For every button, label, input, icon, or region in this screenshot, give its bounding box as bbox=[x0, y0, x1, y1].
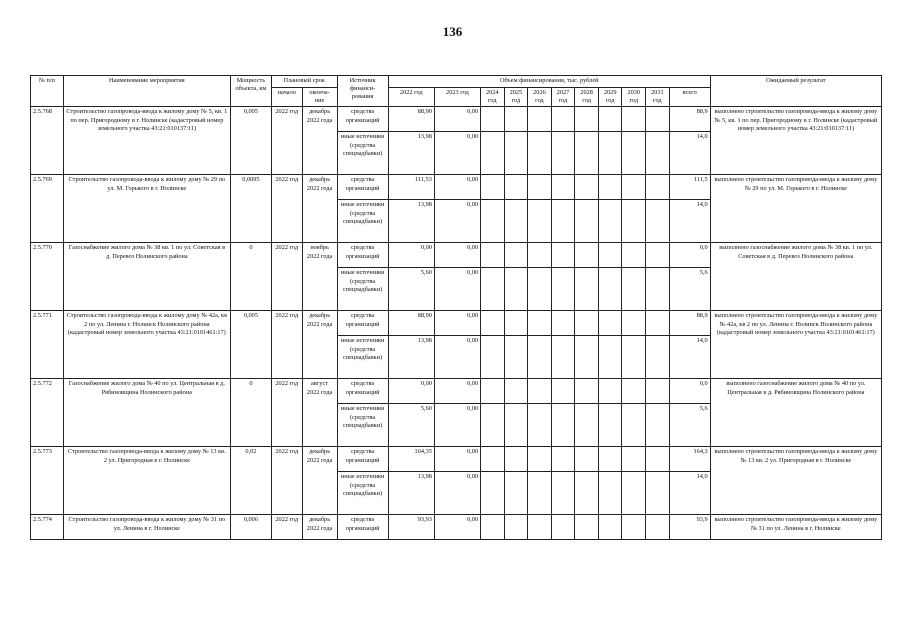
empty-cell bbox=[598, 175, 622, 200]
empty-cell bbox=[622, 268, 646, 311]
amount-2022: 13,98 bbox=[388, 200, 434, 243]
start-date: 2022 год bbox=[271, 515, 302, 540]
header-finance: Объем финансирования, тыс. рублей bbox=[388, 76, 710, 88]
capacity-value: 0,0095 bbox=[230, 175, 271, 243]
amount-2022: 111,53 bbox=[388, 175, 434, 200]
header-total: всего bbox=[669, 88, 710, 107]
measure-name: Газоснабжение жилого дома № 40 по ул. Центральная в д. Рябиновщина Нолинского района bbox=[63, 379, 230, 447]
amount-2023: 0,00 bbox=[434, 107, 480, 132]
empty-cell bbox=[575, 132, 599, 175]
empty-cell bbox=[646, 243, 670, 268]
measure-name: Строительство газопровода-ввода к жилому дому № 13 кв. 2 ул. Пригородная в г. Нолинске bbox=[63, 447, 230, 515]
empty-cell bbox=[504, 132, 528, 175]
empty-cell bbox=[504, 379, 528, 404]
empty-cell bbox=[646, 336, 670, 379]
amount-total: 93,9 bbox=[669, 515, 710, 540]
table-row bbox=[31, 311, 882, 336]
header-year: 2027 год bbox=[551, 88, 575, 107]
page-number: 136 bbox=[442, 24, 463, 39]
amount-2022: 0,00 bbox=[388, 243, 434, 268]
funding-source: средства организаций bbox=[337, 107, 388, 132]
empty-cell bbox=[598, 107, 622, 132]
empty-cell bbox=[622, 515, 646, 540]
capacity-value: 0,02 bbox=[230, 447, 271, 515]
empty-cell bbox=[551, 379, 575, 404]
end-date: декабрь 2022 года bbox=[302, 107, 337, 175]
expected-result: выполнено газоснабжение жилого дома № 40 по ул. Центральная в д. Рябиновщина Нолинского района bbox=[710, 379, 881, 447]
amount-2023: 0,00 bbox=[434, 132, 480, 175]
empty-cell bbox=[551, 243, 575, 268]
empty-cell bbox=[504, 268, 528, 311]
empty-cell bbox=[481, 472, 505, 515]
end-date: декабрь 2022 года bbox=[302, 311, 337, 379]
empty-cell bbox=[528, 515, 552, 540]
amount-2023: 0,00 bbox=[434, 404, 480, 447]
empty-cell bbox=[504, 311, 528, 336]
empty-cell bbox=[551, 311, 575, 336]
row-number: 2.5.774 bbox=[31, 515, 64, 540]
end-date: ноябрь 2022 года bbox=[302, 243, 337, 311]
empty-cell bbox=[575, 311, 599, 336]
header-year: 2023 год bbox=[434, 88, 480, 107]
amount-2022: 164,35 bbox=[388, 447, 434, 472]
funding-source: средства организаций bbox=[337, 515, 388, 540]
header-name: Наименование мероприятия bbox=[63, 76, 230, 107]
empty-cell bbox=[646, 404, 670, 447]
empty-cell bbox=[575, 243, 599, 268]
empty-cell bbox=[598, 472, 622, 515]
empty-cell bbox=[598, 243, 622, 268]
amount-2022: 13,98 bbox=[388, 472, 434, 515]
empty-cell bbox=[598, 311, 622, 336]
empty-cell bbox=[622, 311, 646, 336]
empty-cell bbox=[622, 175, 646, 200]
funding-source: иные источники (средства спецнадбавки) bbox=[337, 404, 388, 447]
empty-cell bbox=[575, 200, 599, 243]
empty-cell bbox=[481, 336, 505, 379]
funding-source: иные источники (средства спецнадбавки) bbox=[337, 200, 388, 243]
empty-cell bbox=[551, 336, 575, 379]
expected-result: выполнено строительство газопровода-ввода к жилому дому № 42а, кв 2 по ул. Ленина г. Нолинск Нолинского района (кадастровый номер земельного участка 43:21:0101461:17) bbox=[710, 311, 881, 379]
start-date: 2022 год bbox=[271, 447, 302, 515]
start-date: 2022 год bbox=[271, 379, 302, 447]
empty-cell bbox=[646, 515, 670, 540]
empty-cell bbox=[481, 447, 505, 472]
amount-total: 5,6 bbox=[669, 404, 710, 447]
empty-cell bbox=[504, 515, 528, 540]
empty-cell bbox=[598, 515, 622, 540]
empty-cell bbox=[622, 132, 646, 175]
table-row bbox=[31, 379, 882, 404]
amount-2022: 88,90 bbox=[388, 311, 434, 336]
empty-cell bbox=[646, 311, 670, 336]
header-end: оконча-ние bbox=[302, 88, 337, 107]
capacity-value: 0,006 bbox=[230, 515, 271, 540]
amount-2023: 0,00 bbox=[434, 515, 480, 540]
amount-2023: 0,00 bbox=[434, 243, 480, 268]
funding-source: иные источники (средства спецнадбавки) bbox=[337, 132, 388, 175]
empty-cell bbox=[481, 379, 505, 404]
empty-cell bbox=[551, 268, 575, 311]
empty-cell bbox=[646, 200, 670, 243]
empty-cell bbox=[575, 175, 599, 200]
header-start: начало bbox=[271, 88, 302, 107]
empty-cell bbox=[575, 447, 599, 472]
empty-cell bbox=[481, 175, 505, 200]
header-year: 2031 год bbox=[646, 88, 670, 107]
expected-result: выполнено газоснабжение жилого дома № 38 кв. 1 по ул. Советская в д. Перевоз Нолинского района bbox=[710, 243, 881, 311]
amount-total: 0,0 bbox=[669, 379, 710, 404]
amount-2023: 0,00 bbox=[434, 336, 480, 379]
empty-cell bbox=[622, 447, 646, 472]
table-row bbox=[31, 447, 882, 472]
empty-cell bbox=[575, 336, 599, 379]
capacity-value: 0,005 bbox=[230, 107, 271, 175]
amount-total: 14,0 bbox=[669, 200, 710, 243]
expected-result: выполнено строительство газопровода-ввода к жилому дому № 13 кв. 2 ул. Пригородная в г. Нолинске bbox=[710, 447, 881, 515]
empty-cell bbox=[481, 311, 505, 336]
empty-cell bbox=[481, 243, 505, 268]
empty-cell bbox=[622, 243, 646, 268]
end-date: август 2022 года bbox=[302, 379, 337, 447]
amount-total: 111,5 bbox=[669, 175, 710, 200]
funding-source: средства организаций bbox=[337, 243, 388, 268]
empty-cell bbox=[646, 132, 670, 175]
amount-2023: 0,00 bbox=[434, 472, 480, 515]
amount-2022: 0,00 bbox=[388, 379, 434, 404]
funding-source: средства организаций bbox=[337, 447, 388, 472]
empty-cell bbox=[622, 379, 646, 404]
header-year: 2028 год bbox=[575, 88, 599, 107]
header-year: 2025 год bbox=[504, 88, 528, 107]
empty-cell bbox=[528, 200, 552, 243]
capacity-value: 0 bbox=[230, 243, 271, 311]
empty-cell bbox=[598, 336, 622, 379]
header-year: 2030 год bbox=[622, 88, 646, 107]
empty-cell bbox=[504, 107, 528, 132]
empty-cell bbox=[481, 200, 505, 243]
row-number: 2.5.772 bbox=[31, 379, 64, 447]
empty-cell bbox=[481, 268, 505, 311]
header-power: Мощность объекта, км bbox=[230, 76, 271, 107]
amount-2022: 88,90 bbox=[388, 107, 434, 132]
empty-cell bbox=[528, 379, 552, 404]
empty-cell bbox=[598, 404, 622, 447]
row-number: 2.5.769 bbox=[31, 175, 64, 243]
empty-cell bbox=[622, 404, 646, 447]
row-number: 2.5.768 bbox=[31, 107, 64, 175]
table-row bbox=[31, 243, 882, 268]
empty-cell bbox=[504, 472, 528, 515]
empty-cell bbox=[646, 107, 670, 132]
empty-cell bbox=[622, 472, 646, 515]
funding-source: иные источники (средства спецнадбавки) bbox=[337, 336, 388, 379]
amount-total: 0,0 bbox=[669, 243, 710, 268]
empty-cell bbox=[622, 200, 646, 243]
funding-source: средства организаций bbox=[337, 175, 388, 200]
amount-2022: 13,98 bbox=[388, 336, 434, 379]
start-date: 2022 год bbox=[271, 311, 302, 379]
header-num: № п/п bbox=[31, 76, 64, 107]
header-source: Источник финанси-рования bbox=[337, 76, 388, 107]
header-result: Ожидаемый результат bbox=[710, 76, 881, 107]
header-year: 2026 год bbox=[528, 88, 552, 107]
empty-cell bbox=[481, 107, 505, 132]
empty-cell bbox=[551, 404, 575, 447]
header-period: Плановый срок bbox=[271, 76, 337, 88]
empty-cell bbox=[622, 107, 646, 132]
empty-cell bbox=[504, 404, 528, 447]
empty-cell bbox=[598, 200, 622, 243]
start-date: 2022 год bbox=[271, 175, 302, 243]
empty-cell bbox=[504, 243, 528, 268]
empty-cell bbox=[504, 336, 528, 379]
capacity-value: 0,005 bbox=[230, 311, 271, 379]
amount-2022: 93,93 bbox=[388, 515, 434, 540]
empty-cell bbox=[646, 175, 670, 200]
empty-cell bbox=[504, 200, 528, 243]
empty-cell bbox=[575, 379, 599, 404]
amount-2022: 5,60 bbox=[388, 404, 434, 447]
expected-result: выполнено строительство газопровода-ввода к жилому дому № 5, кв. 1 по пер. Пригородному в г. Нолинске (кадастровый номер земельного участка 43:21:010137:11) bbox=[710, 107, 881, 175]
funding-source: средства организаций bbox=[337, 311, 388, 336]
capacity-value: 0 bbox=[230, 379, 271, 447]
empty-cell bbox=[598, 132, 622, 175]
end-date: декабрь 2022 года bbox=[302, 447, 337, 515]
row-number: 2.5.771 bbox=[31, 311, 64, 379]
amount-2022: 13,98 bbox=[388, 132, 434, 175]
empty-cell bbox=[575, 515, 599, 540]
measure-name: Газоснабжение жилого дома № 38 кв. 1 по ул. Советская в д. Перевоз Нолинского района bbox=[63, 243, 230, 311]
empty-cell bbox=[646, 379, 670, 404]
empty-cell bbox=[528, 336, 552, 379]
amount-total: 88,9 bbox=[669, 107, 710, 132]
amount-2023: 0,00 bbox=[434, 311, 480, 336]
financing-table bbox=[30, 75, 882, 540]
funding-source: иные источники (средства спецнадбавки) bbox=[337, 268, 388, 311]
empty-cell bbox=[528, 404, 552, 447]
empty-cell bbox=[598, 268, 622, 311]
empty-cell bbox=[646, 447, 670, 472]
empty-cell bbox=[646, 268, 670, 311]
empty-cell bbox=[481, 515, 505, 540]
empty-cell bbox=[551, 107, 575, 132]
amount-total: 14,0 bbox=[669, 132, 710, 175]
measure-name: Строительство газопровода-ввода к жилому дому № 5, кв. 1 по пер. Пригородному в г. Нолинске (кадастровый номер земельного участка 43:21:010137:11) bbox=[63, 107, 230, 175]
end-date: декабрь 2022 года bbox=[302, 175, 337, 243]
header-year: 2029 год bbox=[598, 88, 622, 107]
amount-total: 88,9 bbox=[669, 311, 710, 336]
amount-2022: 5,60 bbox=[388, 268, 434, 311]
empty-cell bbox=[551, 175, 575, 200]
empty-cell bbox=[575, 404, 599, 447]
measure-name: Строительство газопровода-ввода к жилому дому № 31 по ул. Ленина в г. Нолинске bbox=[63, 515, 230, 540]
start-date: 2022 год bbox=[271, 243, 302, 311]
end-date: декабрь 2022 года bbox=[302, 515, 337, 540]
expected-result: выполнено строительство газопровода-ввода к жилому дому № 29 по ул. М. Горького в г. Нолинске bbox=[710, 175, 881, 243]
funding-source: иные источники (средства спецнадбавки) bbox=[337, 472, 388, 515]
empty-cell bbox=[481, 404, 505, 447]
row-number: 2.5.773 bbox=[31, 447, 64, 515]
empty-cell bbox=[551, 132, 575, 175]
empty-cell bbox=[528, 311, 552, 336]
empty-cell bbox=[481, 132, 505, 175]
empty-cell bbox=[551, 515, 575, 540]
empty-cell bbox=[528, 107, 552, 132]
empty-cell bbox=[528, 268, 552, 311]
amount-2023: 0,00 bbox=[434, 200, 480, 243]
empty-cell bbox=[598, 379, 622, 404]
amount-2023: 0,00 bbox=[434, 175, 480, 200]
amount-total: 5,6 bbox=[669, 268, 710, 311]
empty-cell bbox=[622, 336, 646, 379]
amount-total: 14,0 bbox=[669, 472, 710, 515]
empty-cell bbox=[646, 472, 670, 515]
empty-cell bbox=[528, 447, 552, 472]
amount-2023: 0,00 bbox=[434, 379, 480, 404]
empty-cell bbox=[528, 132, 552, 175]
empty-cell bbox=[504, 447, 528, 472]
amount-total: 164,3 bbox=[669, 447, 710, 472]
empty-cell bbox=[551, 472, 575, 515]
empty-cell bbox=[575, 268, 599, 311]
empty-cell bbox=[551, 447, 575, 472]
empty-cell bbox=[528, 243, 552, 268]
empty-cell bbox=[528, 472, 552, 515]
empty-cell bbox=[551, 200, 575, 243]
empty-cell bbox=[575, 107, 599, 132]
empty-cell bbox=[504, 175, 528, 200]
header-year: 2022 год bbox=[388, 88, 434, 107]
measure-name: Строительство газопровода-ввода к жилому дому № 29 по ул. М. Горького в г. Нолинске bbox=[63, 175, 230, 243]
table-row bbox=[31, 175, 882, 200]
measure-name: Строительство газопровода-ввода к жилому дому № 42а, кв 2 по ул. Ленина г. Нолинск Нолинского района (кадастровый номер земельного участка 43:21:0101461:17) bbox=[63, 311, 230, 379]
table-row bbox=[31, 107, 882, 132]
empty-cell bbox=[598, 447, 622, 472]
amount-2023: 0,00 bbox=[434, 447, 480, 472]
empty-cell bbox=[575, 472, 599, 515]
row-number: 2.5.770 bbox=[31, 243, 64, 311]
empty-cell bbox=[528, 175, 552, 200]
expected-result: выполнено строительство газопровода-ввода к жилому дому № 31 по ул. Ленина в г. Нолинске bbox=[710, 515, 881, 540]
start-date: 2022 год bbox=[271, 107, 302, 175]
header-year: 2024 год bbox=[481, 88, 505, 107]
amount-total: 14,0 bbox=[669, 336, 710, 379]
amount-2023: 0,00 bbox=[434, 268, 480, 311]
funding-source: средства организаций bbox=[337, 379, 388, 404]
table-row bbox=[31, 515, 882, 540]
